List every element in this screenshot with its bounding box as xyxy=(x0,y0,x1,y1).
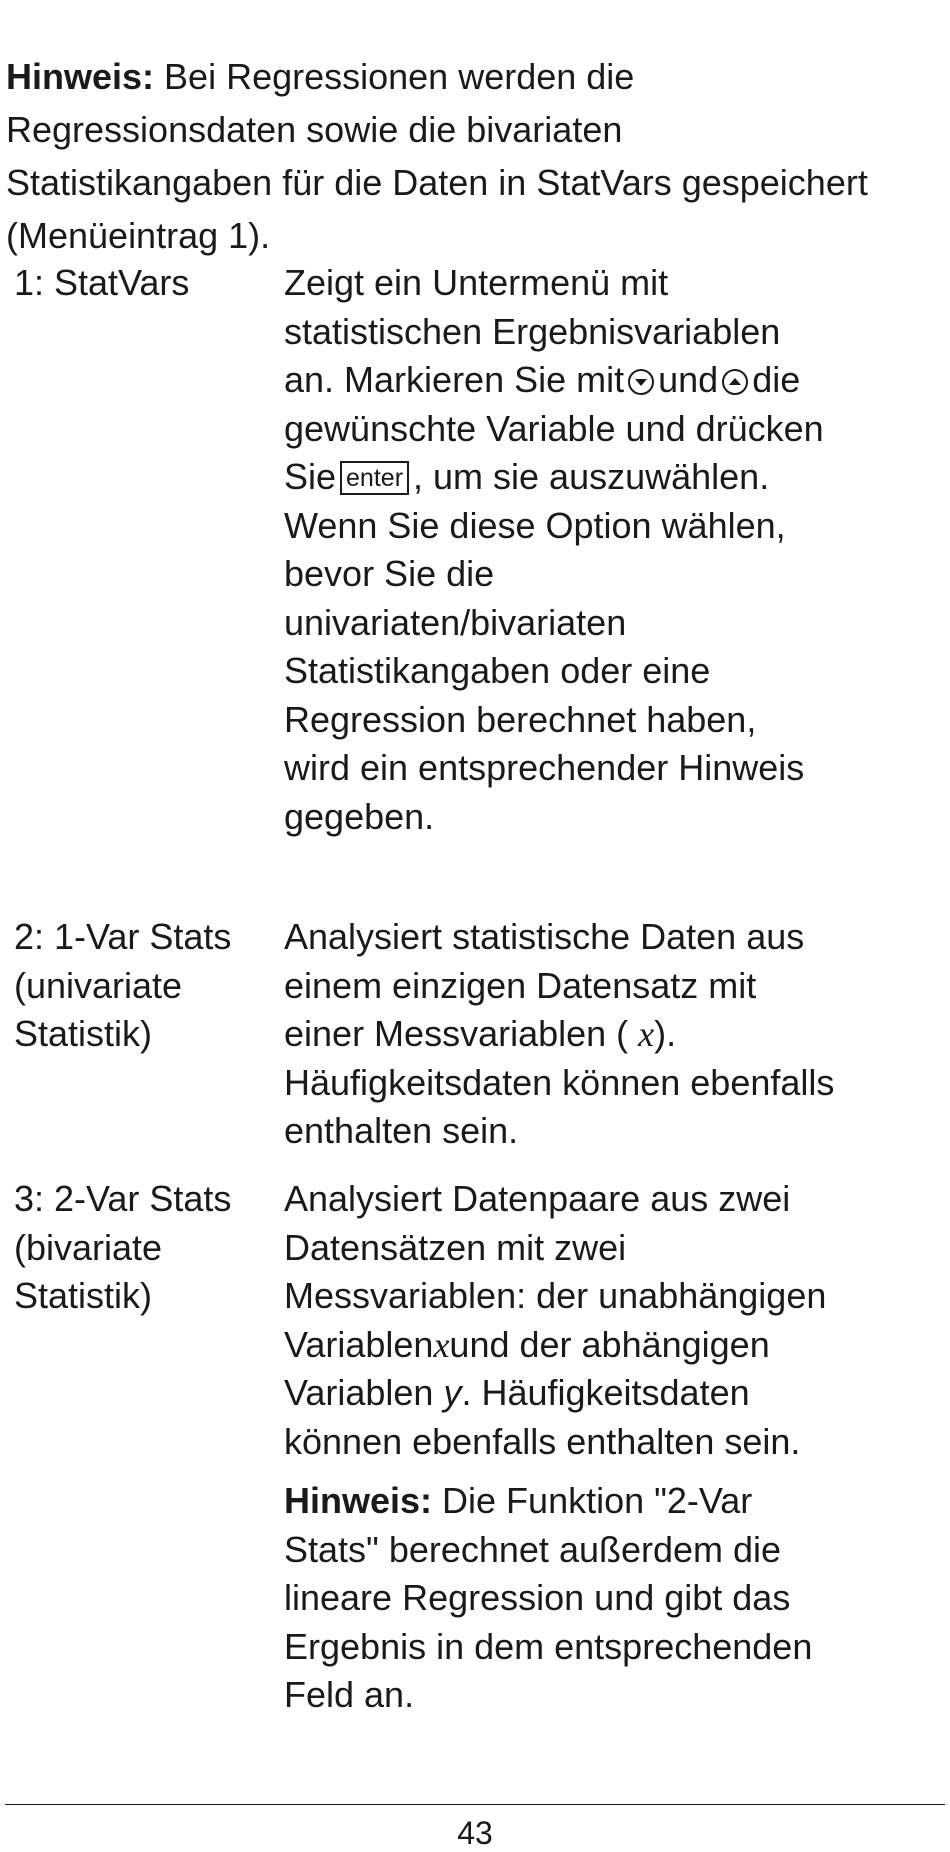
enter-key-icon: enter xyxy=(340,461,409,495)
page-number: 43 xyxy=(457,1815,493,1851)
note-2-var-stats: Hinweis: Die Funktion "2-Var Stats" berechnet außerdem die lineare Regression und gibt das Ergebnis in dem entsprechenden Feld an. xyxy=(284,1480,813,1715)
entry-description: Analysiert Datenpaare aus zwei Datensätzen mit zwei Messvariablen: der unabhängigen Variablenxund der abhängigen Variablen y. Häufigkeitsdaten können ebenfalls enthalten sein. xyxy=(284,1178,827,1462)
note-top-line-2: Regressionsdaten sowie die bivariaten xyxy=(6,109,623,150)
note-label: Hinweis: xyxy=(6,56,155,97)
variable-y: y xyxy=(443,1372,462,1413)
variable-x: x xyxy=(433,1324,450,1365)
entry-description: Zeigt ein Untermenü mit statistischen Ergebnisvariablen an. Markieren Sie mit und die gewünschte Variable und drücken Sie enter , um sie auszuwählen. Wenn Sie diese Option wählen, bevor Sie die univariaten/bivariaten Statistikangaben oder eine Regression berechnet haben, wird ein entsprechender Hinweis gegeben. xyxy=(284,262,824,837)
note-label: Hinweis: xyxy=(284,1480,433,1521)
footer-divider xyxy=(5,1804,945,1805)
note-top xyxy=(6,50,941,262)
down-arrow-key-icon xyxy=(628,369,654,395)
entry-term: 1: StatVars xyxy=(14,262,190,303)
entry-term: 3: 2-Var Stats (bivariate Statistik) xyxy=(14,1178,232,1316)
entry-term: 2: 1-Var Stats (univariate Statistik) xyxy=(14,916,232,1054)
note-top-line-4: (Menüeintrag 1). xyxy=(6,215,271,256)
up-arrow-key-icon xyxy=(722,369,748,395)
variable-x: x xyxy=(638,1014,655,1054)
note-top-line-1: Hinweis: Bei Regressionen werden die xyxy=(6,56,635,97)
entry-description: Analysiert statistische Daten aus einem einzigen Datensatz mit einer Messvariablen ( x). Häufigkeitsdaten können ebenfalls enthalten sein. xyxy=(284,916,835,1151)
note-top-line-3: Statistikangaben für die Daten in StatVars gespeichert xyxy=(6,162,868,203)
